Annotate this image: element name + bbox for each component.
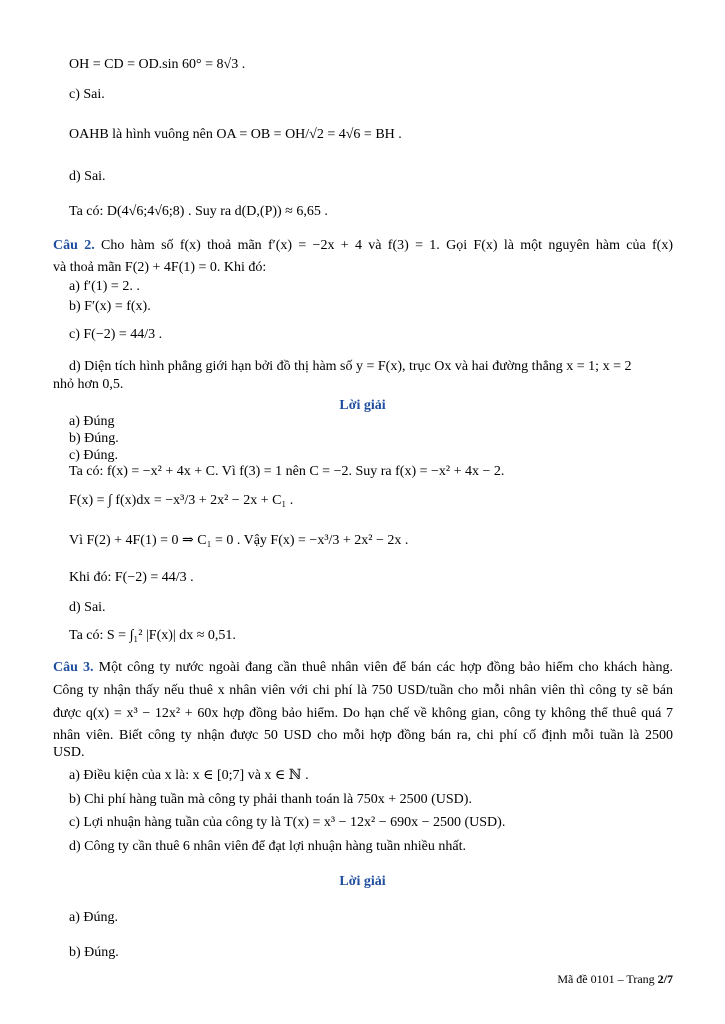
sol2-d: d) Sai. (69, 600, 106, 615)
cau3-line5: USD. (53, 745, 85, 760)
solution-heading: Lời giải (339, 874, 386, 889)
solution-heading: Lời giải (339, 398, 386, 413)
cau2-option-d2: nhỏ hơn 0,5. (53, 377, 124, 392)
sol2-f-minus-2: Khi đó: F(−2) = 44/3 . (69, 570, 194, 585)
page-footer (557, 972, 673, 987)
cau3-option-a: a) Điều kiện của x là: x ∈ [0;7] và x ∈ ℕ . (69, 768, 309, 783)
cau2-line2: và thoả mãn F(2) + 4F(1) = 0. Khi đó: (53, 260, 267, 275)
sol3-b: b) Đúng. (69, 945, 119, 960)
cau3-line2: Công ty nhận thấy nếu thuê x nhân viên với chi phí là 750 USD/tuần cho mỗi nhân viên thì công ty sẽ bán (53, 683, 673, 698)
answer-c-sai: c) Sai. (69, 87, 105, 102)
cau3-option-c: c) Lợi nhuận hàng tuần của công ty là T(x) = x³ − 12x² − 690x − 2500 (USD). (69, 815, 506, 830)
sol2-area: Ta có: S = ∫₁² |F(x)| dx ≈ 0,51. (69, 628, 236, 643)
page-number: 2/7 (657, 972, 673, 986)
question-label: Câu 3. (53, 660, 94, 675)
cau2-option-d1: d) Diện tích hình phẳng giới hạn bởi đồ thị hàm số y = F(x), trục Ox và hai đường thẳng x = 1; x = 2 (69, 359, 632, 374)
cau2-text1: Cho hàm số f(x) thoả mãn f′(x) = −2x + 4 và f(3) = 1. Gọi F(x) là một nguyên hàm của f(x) (101, 238, 674, 253)
point-d-distance: Ta có: D(4√6;4√6;8) . Suy ra d(D,(P)) ≈ 6,65 . (69, 204, 328, 219)
cau3-line1 (53, 659, 673, 677)
answer-d-sai: d) Sai. (69, 169, 106, 184)
sol2-a: a) Đúng (69, 414, 115, 429)
cau2-line1 (53, 237, 673, 255)
cau2-option-a: a) f′(1) = 2. . (69, 279, 140, 294)
exam-code: Mã đề 0101 – Trang (557, 972, 658, 986)
cau3-option-d: d) Công ty cần thuê 6 nhân viên để đạt lợi nhuận hàng tuần nhiều nhất. (69, 839, 466, 854)
cau3-text1: Một công ty nước ngoài đang cần thuê nhân viên để bán các hợp đồng bảo hiểm cho khách hàng. (98, 660, 673, 675)
cau3-line3: được q(x) = x³ − 12x² + 60x hợp đồng bảo hiểm. Do hạn chế về không gian, công ty không thể thuê quá 7 (53, 706, 673, 721)
sol3-a: a) Đúng. (69, 910, 118, 925)
sol2-constant: Vì F(2) + 4F(1) = 0 ⇒ C₁ = 0 . Vậy F(x) = −x³/3 + 2x² − 2x . (69, 533, 409, 548)
sol2-fx-derivation: Ta có: f(x) = −x² + 4x + C. Vì f(3) = 1 nên C = −2. Suy ra f(x) = −x² + 4x − 2. (69, 464, 505, 479)
question-label: Câu 2. (53, 238, 95, 253)
sol2-c: c) Đúng. (69, 448, 118, 463)
cau3-option-b: b) Chi phí hàng tuần mà công ty phải thanh toán là 750x + 2500 (USD). (69, 792, 472, 807)
cau2-option-c: c) F(−2) = 44/3 . (69, 327, 163, 342)
cau2-option-b: b) F′(x) = f(x). (69, 299, 151, 314)
cau3-line4: nhân viên. Biết công ty nhận được 50 USD cho mỗi hợp đồng bán ra, chi phí cố định mỗi tuần là 2500 (53, 728, 673, 743)
sol2-b: b) Đúng. (69, 431, 119, 446)
oahb-statement: OAHB là hình vuông nên OA = OB = OH/√2 = 4√6 = BH . (69, 127, 402, 142)
sol2-antiderivative: F(x) = ∫ f(x)dx = −x³/3 + 2x² − 2x + C₁ . (69, 493, 294, 508)
oh-equation: OH = CD = OD.sin 60° = 8√3 . (69, 57, 246, 72)
